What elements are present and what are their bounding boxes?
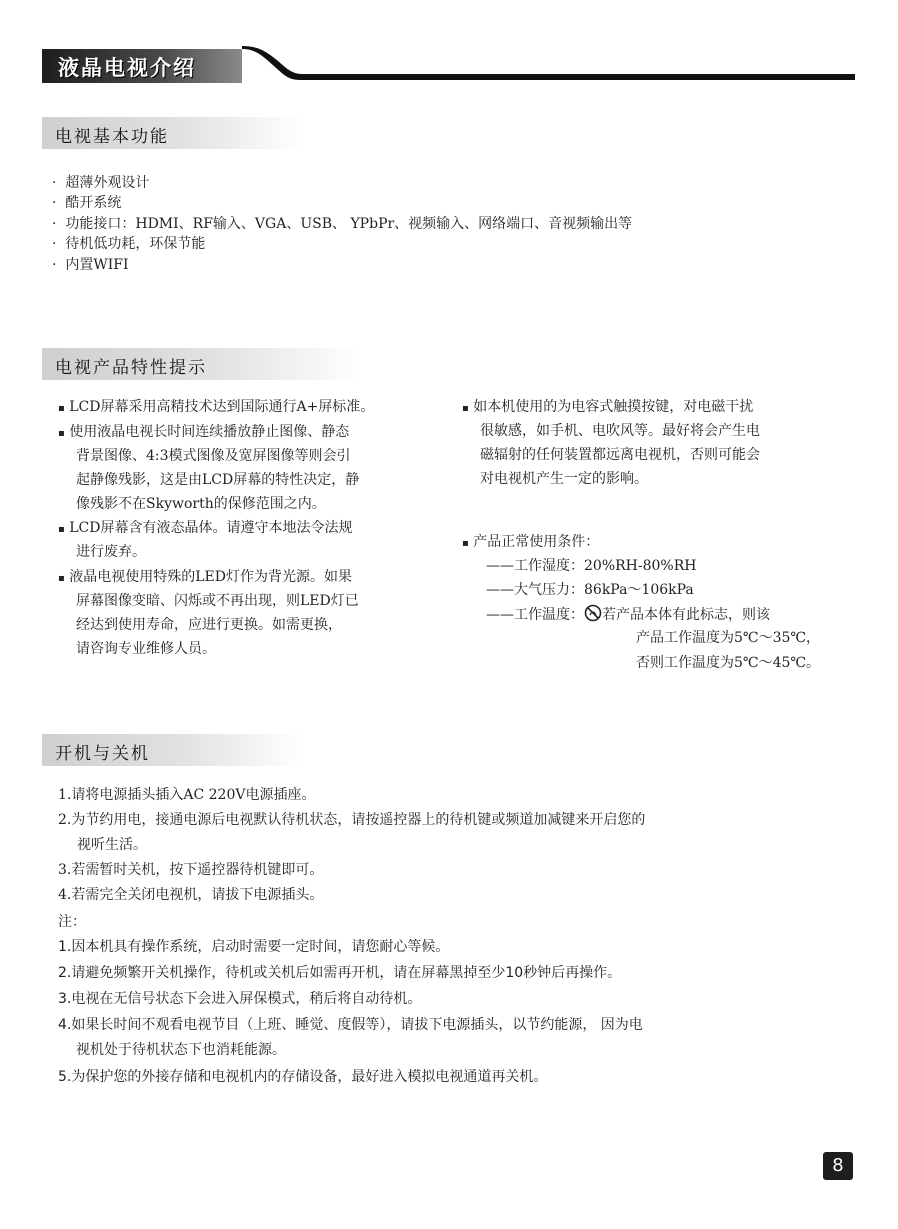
power-step-cont: 视听生活。 [77, 837, 147, 853]
section-power-title: 开机与关机 [55, 744, 150, 764]
tip-item: ▪ LCD屏幕含有液态晶体。请遵守本地法令法规 [58, 520, 353, 536]
section-tips-header [42, 348, 362, 380]
tip-item: ▪ 液晶电视使用特殊的LED灯作为背光源。如果 [58, 569, 352, 585]
page-title: 液晶电视介绍 [58, 56, 196, 80]
power-step: 1.请将电源插头插入AC 220V电源插座。 [58, 787, 316, 803]
note-item: 5.为保护您的外接存储和电视机内的存储设备，最好进入模拟电视通道再关机。 [58, 1069, 548, 1085]
section-tips-title: 电视产品特性提示 [55, 358, 207, 378]
power-step: 2.为节约用电，接通电源后电视默认待机状态，请按遥控器上的待机键或频道加减键来开启您的 [58, 812, 646, 828]
no-high-temp-icon [584, 604, 602, 622]
tip-item-cont: 背景图像、4:3模式图像及宽屏图像等则会引 [76, 448, 351, 464]
touch-note-cont: 很敏感，如手机、电吹风等。最好将会产生电 [480, 423, 760, 439]
list-item: · 超薄外观设计 [52, 175, 150, 191]
power-step: 4.若需完全关闭电视机，请拔下电源插头。 [58, 887, 324, 903]
list-item: · 功能接口：HDMI、RF输入、VGA、USB、 YPbPr、视频输入、网络端口、音视频输出等 [52, 216, 633, 232]
list-item: · 内置WIFI [52, 257, 129, 273]
section-basic-title: 电视基本功能 [55, 127, 169, 147]
condition-temperature: ——工作温度： 若产品本体有此标志，则该 [486, 604, 770, 625]
tip-item-cont: 起静像残影，这是由LCD屏幕的特性决定，静 [76, 472, 360, 488]
power-step: 3.若需暂时关机，按下遥控器待机键即可。 [58, 862, 324, 878]
note-item: 3.电视在无信号状态下会进入屏保模式，稍后将自动待机。 [58, 991, 422, 1007]
page-number: 8 [823, 1152, 853, 1180]
condition-temperature-cont: 产品工作温度为5℃～35℃， [636, 630, 821, 646]
tip-item-cont: 屏幕图像变暗、闪烁或不再出现，则LED灯已 [76, 593, 359, 609]
condition-pressure: ——大气压力：86kPa～106kPa [486, 582, 694, 598]
note-item: 4.如果长时间不观看电视节目（上班、睡觉、度假等），请拔下电源插头，以节约能源， 因为电 [58, 1017, 643, 1033]
list-item: · 酷开系统 [52, 195, 122, 211]
note-item-cont: 视机处于待机状态下也消耗能源。 [76, 1042, 286, 1058]
touch-note-cont: 对电视机产生一定的影响。 [480, 471, 648, 487]
note-item: 2.请避免频繁开关机操作，待机或关机后如需再开机，请在屏幕黑掉至少10秒钟后再操作。 [58, 965, 622, 981]
section-basic-header [42, 117, 302, 149]
tip-item: ▪ LCD屏幕采用高精技术达到国际通行A+屏标准。 [58, 399, 375, 415]
section-power-header [42, 734, 302, 766]
note-label: 注： [58, 914, 86, 930]
touch-note: ▪ 如本机使用的为电容式触摸按键，对电磁干扰 [462, 399, 754, 415]
touch-note-cont: 磁辐射的任何装置都远离电视机，否则可能会 [480, 447, 760, 463]
note-item: 1.因本机具有操作系统，启动时需要一定时间，请您耐心等候。 [58, 939, 450, 955]
tip-item-cont: 请咨询专业维修人员。 [76, 641, 216, 657]
conditions-title: ▪ 产品正常使用条件： [462, 534, 600, 550]
tip-item-cont: 进行废弃。 [76, 544, 146, 560]
tip-item: ▪ 使用液晶电视长时间连续播放静止图像、静态 [58, 424, 350, 440]
tip-item-cont: 像残影不在Skyworth的保修范围之内。 [76, 496, 326, 512]
condition-temperature-cont: 否则工作温度为5℃～45℃。 [636, 655, 821, 671]
tip-item-cont: 经达到使用寿命，应进行更换。如需更换， [76, 617, 342, 633]
list-item: · 待机低功耗，环保节能 [52, 236, 206, 252]
condition-humidity: ——工作湿度：20%RH-80%RH [486, 558, 697, 574]
